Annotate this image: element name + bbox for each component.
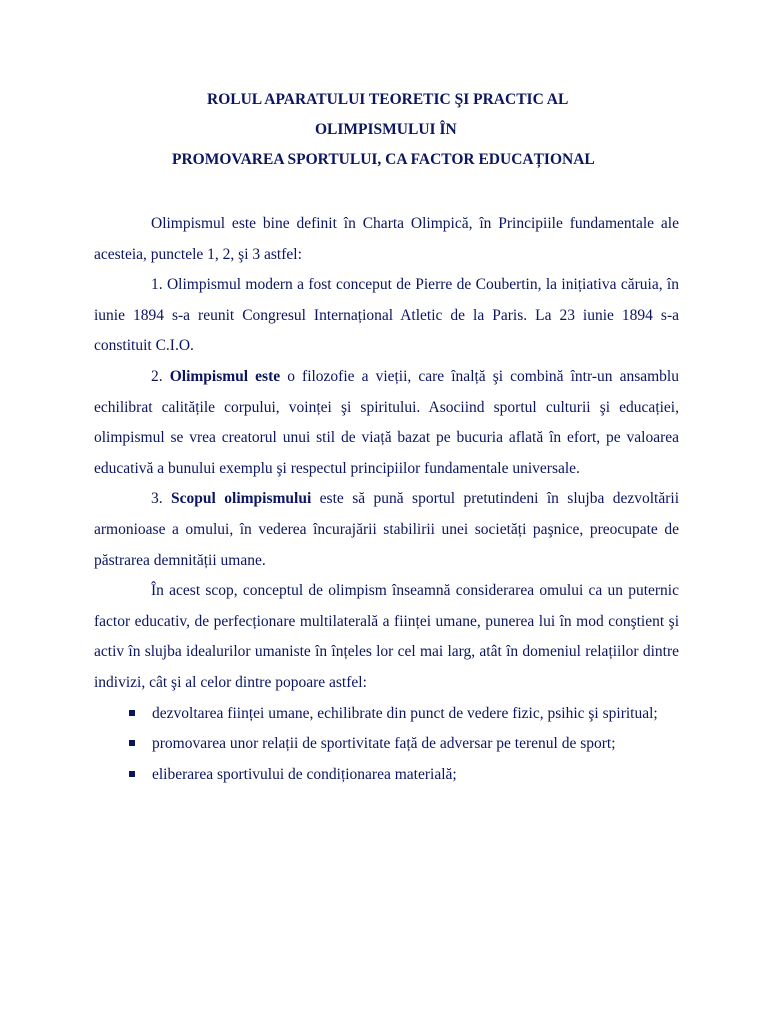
list-item <box>94 729 679 760</box>
paragraph-2-text: o filozofie a vieții, care înalță şi combină într-un ansamblu echilibrat calitățile corpului, voinței şi spiritului. Asociind sportul culturii şi educației, olimpismul se vrea creatorul unui stil de viață bazat pe bucuria aflată în efort, pe valoarea educativă a bunului exemplu şi respectul principiilor fundamentale universale. <box>94 367 679 477</box>
paragraph-4: În acest scop, conceptul de olimpism înseamnă considerarea omului ca un puternic factor educativ, de perfecționare multilaterală a ființei umane, punerea lui în mod conştient şi activ în slujba idealurilor umaniste în înțeles lor cel mai larg, atât în domeniul relațiilor dintre indivizi, cât şi al celor dintre popoare astfel: <box>94 582 679 691</box>
title-line-1: ROLUL APARATULUI TEORETIC ŞI PRACTIC AL <box>207 91 569 108</box>
square-bullet-icon <box>129 710 135 716</box>
paragraph-intro: Olimpismul este bine definit în Charta Olimpică, în Principiile fundamentale ale acesteia, punctele 1, 2, şi 3 astfel: <box>94 215 679 263</box>
paragraph-3-text: este să pună sportul pretutindeni în slujba dezvoltării armonioase a omului, în vederea încurajării stabilirii unei societăți paşnice, preocupate de păstrarea demnității umane. <box>94 490 680 569</box>
list-item-text: promovarea unor relații de sportivitate față de adversar pe terenul de sport; <box>152 735 616 753</box>
list-item <box>94 699 679 730</box>
list-item-text: eliberarea sportivului de condiționarea materială; <box>152 765 457 783</box>
square-bullet-icon <box>129 740 135 746</box>
paragraph-2 <box>94 362 679 484</box>
title-line-3: PROMOVAREA SPORTULUI, CA FACTOR EDUCAȚIONAL <box>172 151 595 168</box>
paragraph-1: 1. Olimpismul modern a fost conceput de Pierre de Coubertin, la inițiativa căruia, în iunie 1894 s-a reunit Congresul Internațional Atletic de la Paris. La 23 iunie 1894 s-a constituit C.I.O. <box>94 276 679 355</box>
title-line-2: OLIMPISMULUI ÎN <box>315 121 457 138</box>
list-item-text: dezvoltarea ființei umane, echilibrate din punct de vedere fizic, psihic şi spiritual; <box>152 704 658 722</box>
document-body <box>94 209 679 790</box>
paragraph-2-number: 2. <box>151 367 170 385</box>
square-bullet-icon <box>129 771 135 777</box>
paragraph-2-bold: Olimpismul este <box>169 367 281 385</box>
paragraph-3-bold: Scopul olimpismului <box>171 490 312 508</box>
paragraph-3-number: 3. <box>151 490 172 508</box>
list-item <box>94 760 679 791</box>
paragraph-3 <box>94 484 679 576</box>
bullet-list <box>94 699 679 791</box>
